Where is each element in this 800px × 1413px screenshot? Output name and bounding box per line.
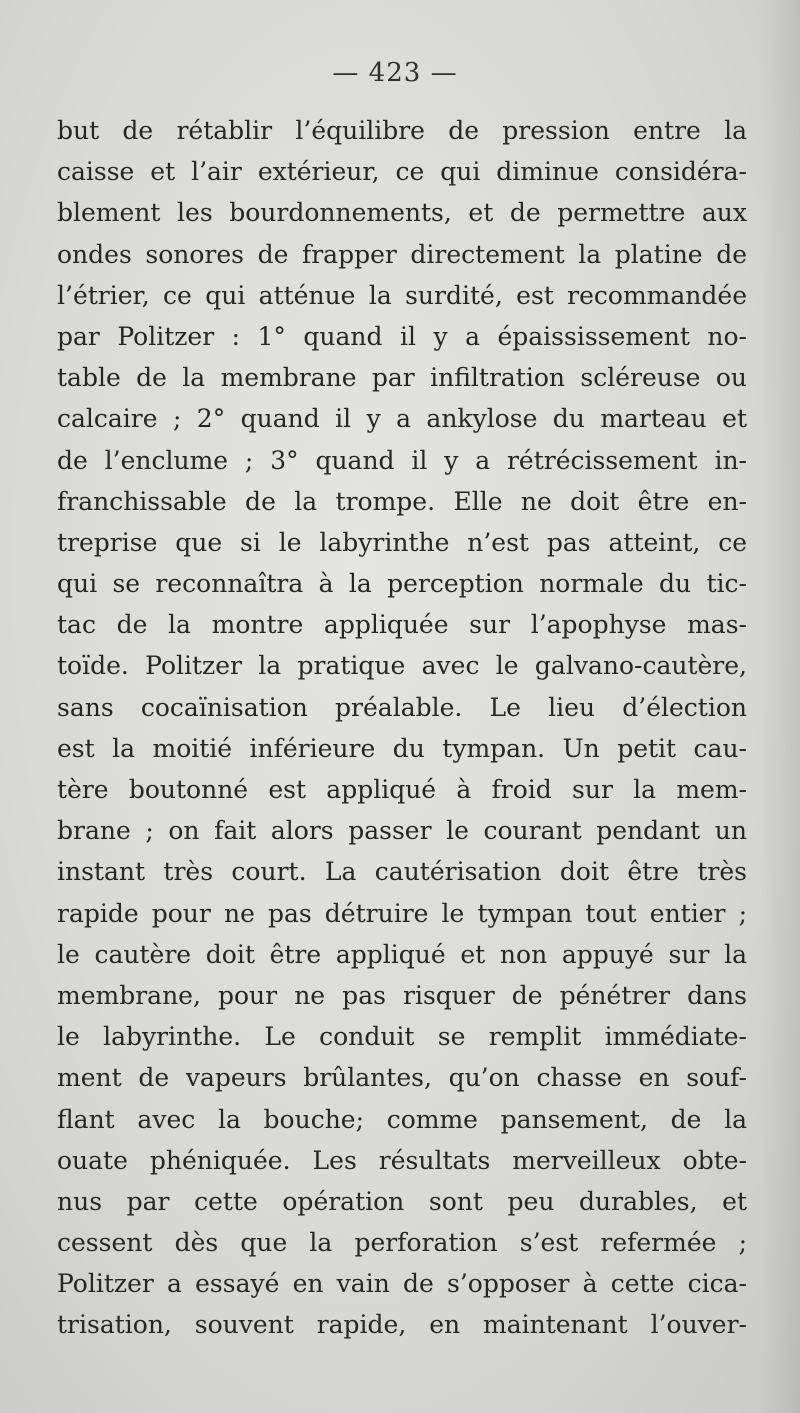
text-line: table de la membrane par infiltration scléreuse ou — [57, 363, 747, 393]
text-line: le cautère doit être appliqué et non appuyé sur la — [57, 939, 747, 969]
text-line: ouate phéniquée. Les résultats merveilleux obte- — [57, 1145, 747, 1175]
text-line: cessent dès que la perforation s’est refermée ; — [57, 1228, 747, 1258]
text-line: ment de vapeurs brûlantes, qu’on chasse en souf- — [57, 1063, 747, 1093]
page-edge-shadow — [760, 0, 800, 1413]
text-line: qui se reconnaîtra à la perception normale du tic- — [57, 569, 747, 599]
text-line: instant très court. La cautérisation doit être très — [57, 857, 747, 887]
text-line: toïde. Politzer la pratique avec le galvano-cautère, — [57, 651, 747, 681]
text-line: franchissable de la trompe. Elle ne doit être en- — [57, 486, 747, 516]
text-line: rapide pour ne pas détruire le tympan tout entier ; — [57, 898, 747, 928]
body-text — [57, 110, 747, 1346]
text-line: calcaire ; 2° quand il y a ankylose du marteau et — [57, 404, 747, 434]
page-number: — 423 — — [332, 58, 458, 88]
text-line: trisation, souvent rapide, en maintenant l’ouver- — [57, 1310, 747, 1340]
text-line: but de rétablir l’équilibre de pression entre la — [57, 116, 747, 145]
text-line: ondes sonores de frapper directement la platine de — [57, 239, 747, 269]
text-line: membrane, pour ne pas risquer de pénétrer dans — [57, 980, 747, 1010]
text-line: par Politzer : 1° quand il y a épaississement no- — [57, 321, 747, 351]
text-line: tère boutonné est appliqué à froid sur la mem- — [57, 775, 747, 804]
text-line: flant avec la bouche; comme pansement, de la — [57, 1104, 747, 1134]
text-line: tac de la montre appliquée sur l’apophyse mas- — [57, 610, 747, 640]
text-line: l’étrier, ce qui atténue la surdité, est recommandée — [57, 280, 747, 310]
text-line: le labyrinthe. Le conduit se remplit immédiate- — [57, 1022, 747, 1052]
text-line: treprise que si le labyrinthe n’est pas atteint, ce — [57, 527, 747, 557]
text-line: de l’enclume ; 3° quand il y a rétrécissement in- — [57, 445, 747, 475]
text-line: sans cocaïnisation préalable. Le lieu d’élection — [57, 692, 747, 722]
text-line: brane ; on fait alors passer le courant pendant un — [57, 816, 747, 846]
text-line: nus par cette opération sont peu durables, et — [57, 1186, 747, 1216]
text-line: caisse et l’air extérieur, ce qui diminue considéra- — [57, 157, 747, 187]
text-line: blement les bourdonnements, et de permettre aux — [57, 198, 747, 228]
text-line: est la moitié inférieure du tympan. Un petit cau- — [57, 733, 747, 763]
text-line: Politzer a essayé en vain de s’opposer à cette cica- — [57, 1269, 747, 1299]
